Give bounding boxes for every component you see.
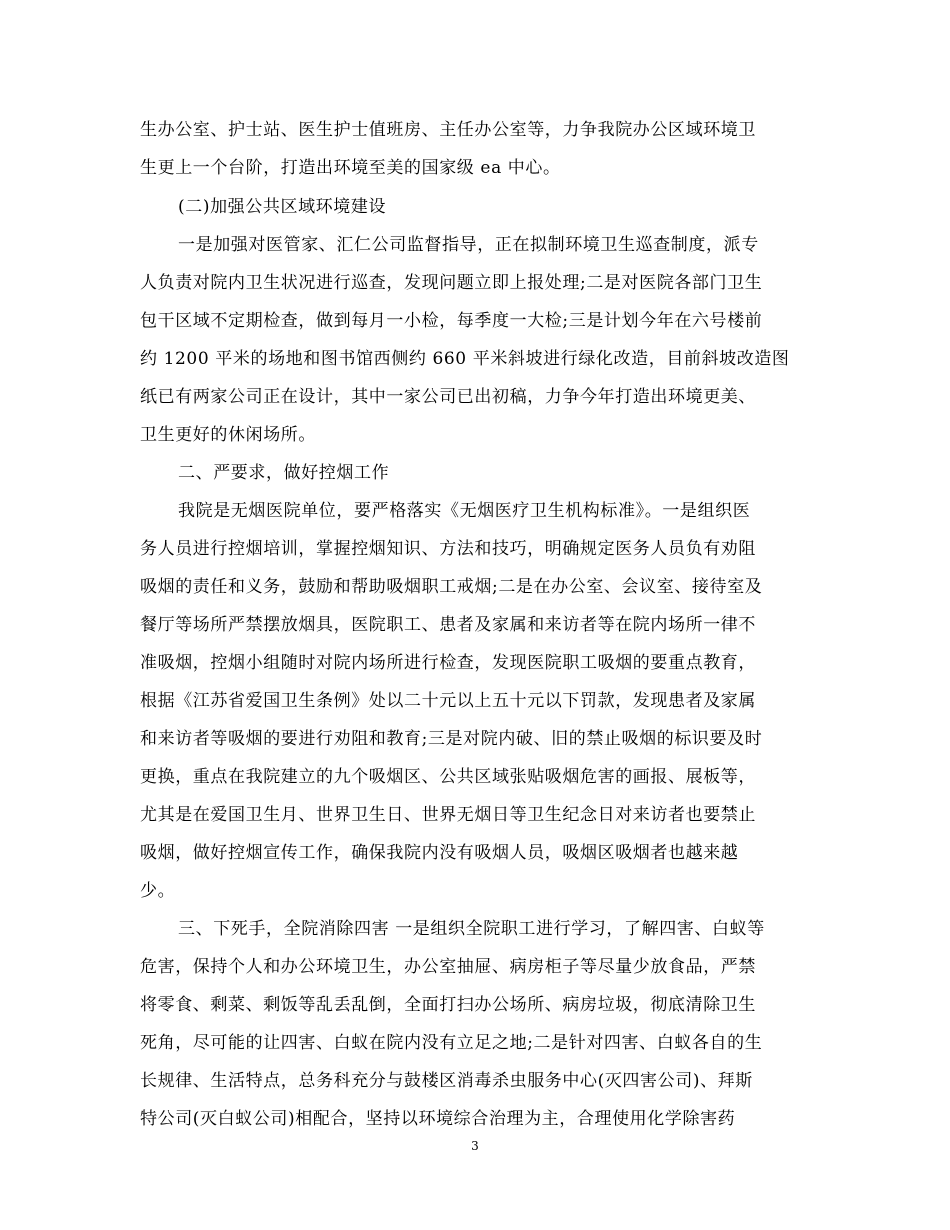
section-heading: (二)加强公共区域环境建设	[178, 197, 387, 217]
body-text-line: 将零食、剩菜、剩饭等乱丢乱倒，全面打扫办公场所、病房垃圾，彻底清除卫生	[140, 995, 756, 1015]
body-text-line: 少。	[140, 881, 176, 901]
body-text-line: 长规律、生活特点，总务科充分与鼓楼区消毒杀虫服务中心(灭四害公司)、拜斯	[140, 1071, 753, 1091]
section-heading: 二、严要求，做好控烟工作	[178, 463, 390, 483]
body-text-line: 纸已有两家公司正在设计，其中一家公司已出初稿，力争今年打造出环境更美、	[140, 387, 756, 407]
body-text-line: 吸烟，做好控烟宣传工作，确保我院内没有吸烟人员，吸烟区吸烟者也越来越	[140, 843, 739, 863]
body-text-line: 危害，保持个人和办公环境卫生，办公室抽屉、病房柜子等尽量少放食品，严禁	[140, 957, 756, 977]
body-text-line: 生办公室、护士站、医生护士值班房、主任办公室等，力争我院办公区域环境卫	[140, 120, 756, 140]
page-number: 3	[471, 1139, 479, 1153]
body-text-line: 人负责对院内卫生状况进行巡查，发现问题立即上报处理;二是对医院各部门卫生	[140, 273, 763, 293]
body-text-line: 和来访者等吸烟的要进行劝阻和教育;三是对院内破、旧的禁止吸烟的标识要及时	[140, 729, 763, 749]
body-text-line: 约 1200 平米的场地和图书馆西侧约 660 平米斜坡进行绿化改造，目前斜坡改造图	[140, 349, 790, 369]
body-text-line: 包干区域不定期检查，做到每月一小检，每季度一大检;三是计划今年在六号楼前	[140, 311, 763, 331]
body-text-line: 吸烟的责任和义务，鼓励和帮助吸烟职工戒烟;二是在办公室、会议室、接待室及	[140, 577, 763, 597]
body-text-line: 死角，尽可能的让四害、白蚁在院内没有立足之地;二是针对四害、白蚁各自的生	[140, 1033, 763, 1053]
body-text-line: 特公司(灭白蚁公司)相配合，坚持以环境综合治理为主，合理使用化学除害药	[140, 1109, 736, 1129]
body-text-line: 卫生更好的休闲场所。	[140, 425, 316, 445]
body-text-line: 餐厅等场所严禁摆放烟具，医院职工、患者及家属和来访者等在院内场所一律不	[140, 615, 756, 635]
body-text-line: 尤其是在爱国卫生月、世界卫生日、世界无烟日等卫生纪念日对来访者也要禁止	[140, 805, 756, 825]
body-text-line: 根据《江苏省爱国卫生条例》处以二十元以上五十元以下罚款，发现患者及家属	[140, 691, 756, 711]
body-text-line: 我院是无烟医院单位，要严格落实《无烟医疗卫生机构标准》。一是组织医	[178, 501, 751, 521]
body-text-line: 更换，重点在我院建立的九个吸烟区、公共区域张贴吸烟危害的画报、展板等，	[140, 767, 756, 787]
body-text-line: 生更上一个台阶，打造出环境至美的国家级 ea 中心。	[140, 158, 561, 178]
body-text-line: 务人员进行控烟培训，掌握控烟知识、方法和技巧，明确规定医务人员负有劝阻	[140, 539, 756, 559]
section-heading: 三、下死手，全院消除四害 一是组织全院职工进行学习，了解四害、白蚁等	[178, 919, 765, 939]
body-text-line: 一是加强对医管家、汇仁公司监督指导，正在拟制环境卫生巡查制度，派专	[178, 235, 759, 255]
body-text-line: 准吸烟，控烟小组随时对院内场所进行检查，发现医院职工吸烟的要重点教育，	[140, 653, 756, 673]
